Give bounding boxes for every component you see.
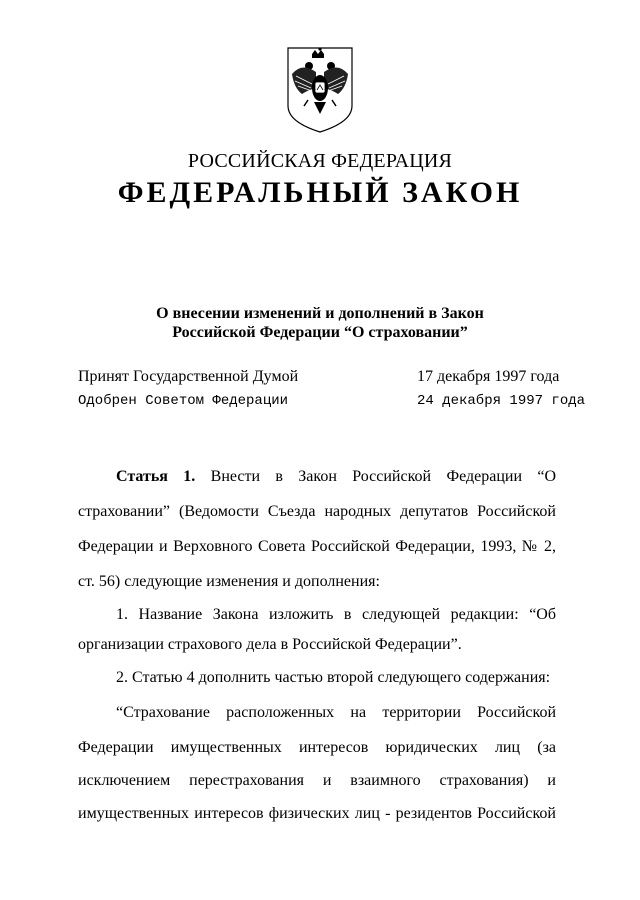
- adoption-council-date: 24 декабря 1997 года: [417, 393, 586, 409]
- item-1-line: 1. Название Закона изложить в следующей редакции: “Об: [116, 606, 556, 623]
- article-line: [116, 468, 556, 488]
- law-subject: [0, 304, 640, 342]
- article-line: страховании” (Ведомости Съезда народных депутатов Российской: [78, 503, 556, 520]
- document-type-title: ФЕДЕРАЛЬНЫЙ ЗАКОН: [117, 176, 523, 209]
- article-line: ст. 56) следующие изменения и дополнения:: [78, 573, 380, 590]
- law-subject-line-1: О внесении изменений и дополнений в Закон: [156, 305, 484, 322]
- article-text: Внести в Закон Российской Федерации “О: [210, 468, 557, 485]
- law-subject-line-2: Российской Федерации “О страховании”: [172, 324, 468, 341]
- item-1-line: организации страхового дела в Российской Федерации”.: [78, 636, 462, 653]
- adoption-council-label: Одобрен Советом Федерации: [78, 393, 289, 409]
- quote-line: имущественных интересов физических лиц - резидентов Российской: [78, 805, 556, 822]
- adoption-duma-label: Принят Государственной Думой: [78, 368, 299, 385]
- quote-line: “Страхование расположенных на территории Российской: [116, 704, 556, 721]
- quote-line: Федерации имущественных интересов юридических лиц (за: [78, 739, 556, 756]
- item-2-line: 2. Статью 4 дополнить частью второй следующего содержания:: [116, 669, 551, 686]
- coat-of-arms-emblem: [282, 44, 358, 134]
- article-label: Статья 1.: [116, 468, 196, 485]
- country-name: РОССИЙСКАЯ ФЕДЕРАЦИЯ: [187, 150, 453, 172]
- article-line: Федерации и Верховного Совета Российской Федерации, 1993, № 2,: [78, 538, 556, 555]
- quote-line: исключением перестрахования и взаимного страхования) и: [78, 772, 556, 789]
- adoption-duma-date: 17 декабря 1997 года: [417, 368, 560, 385]
